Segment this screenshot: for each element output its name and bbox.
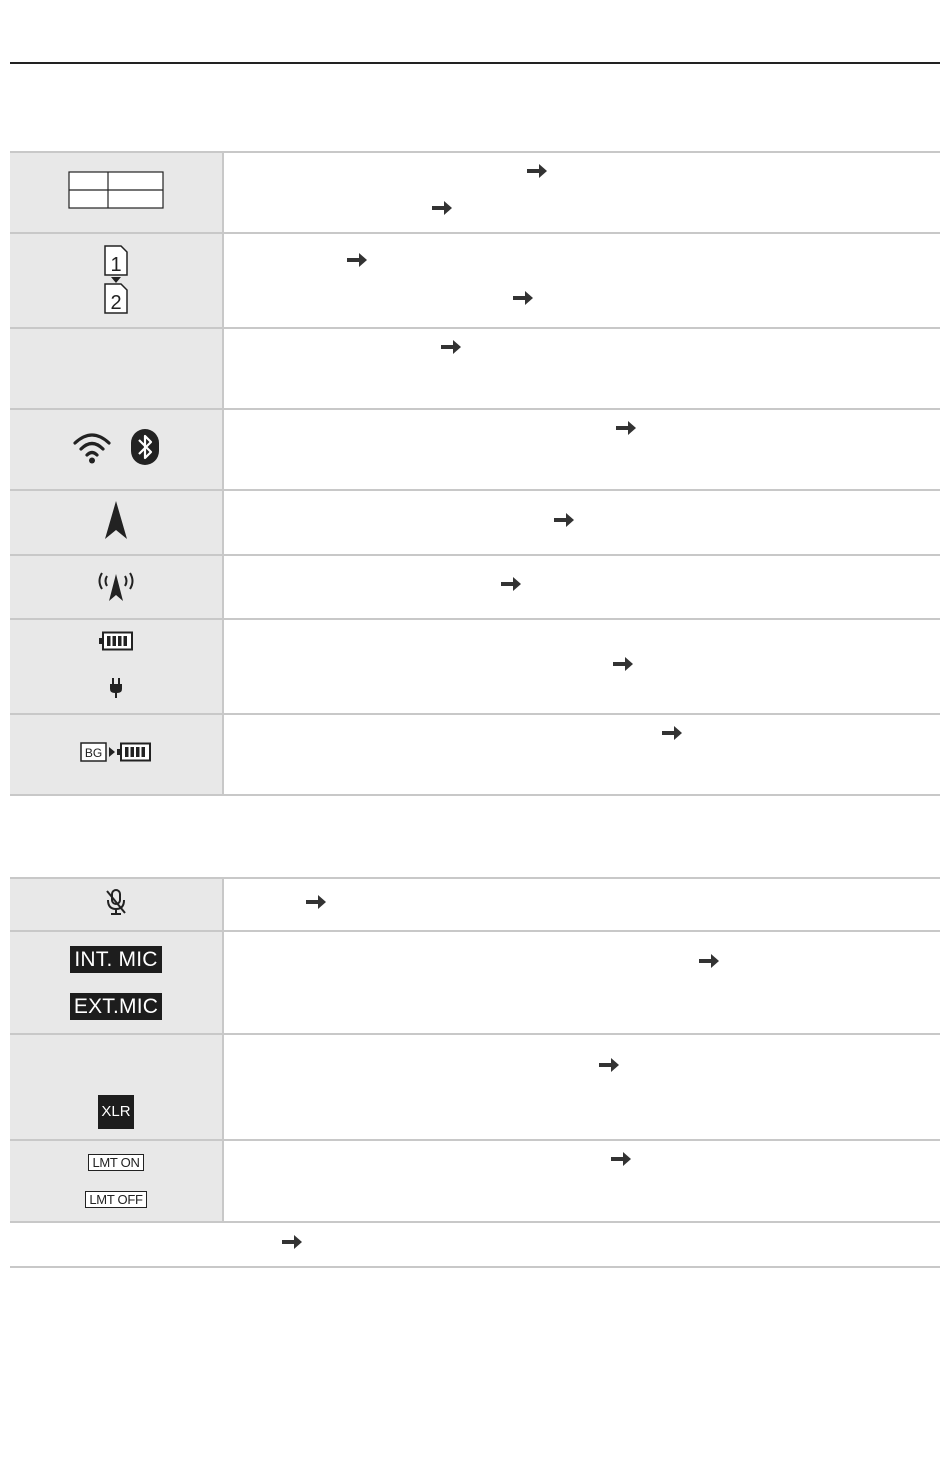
header-rule <box>10 62 940 64</box>
arrow-right-icon[interactable] <box>612 655 634 673</box>
description-cell <box>223 233 940 328</box>
table-row <box>10 152 940 233</box>
footer-note-row <box>10 1223 940 1268</box>
power-plug-icon <box>109 678 123 703</box>
mic-muted-icon <box>105 903 127 920</box>
gps-signal-icon <box>95 589 137 606</box>
description-cell <box>223 619 940 714</box>
table-row <box>10 555 940 619</box>
arrow-right-icon[interactable] <box>661 724 683 742</box>
table-row <box>10 1140 940 1222</box>
icon-group <box>10 946 222 1020</box>
description-cell <box>223 328 940 409</box>
table-row <box>10 490 940 555</box>
arrow-right-icon[interactable] <box>305 893 327 911</box>
icon-cell <box>10 1034 223 1140</box>
icon-cell <box>10 619 223 714</box>
arrow-right-icon[interactable] <box>431 199 453 217</box>
icon-cell <box>10 152 223 233</box>
svg-text:BG: BG <box>84 746 103 760</box>
svg-text:2: 2 <box>110 292 122 314</box>
icon-group <box>10 428 222 471</box>
battery-full-icon <box>98 631 134 656</box>
bluetooth-icon <box>130 428 160 471</box>
description-cell <box>223 1034 940 1140</box>
layout-grid-icon <box>68 196 164 213</box>
ext-mic-badge: EXT.MIC <box>70 993 162 1020</box>
arrow-right-icon[interactable] <box>512 289 534 307</box>
icon-table-section-2 <box>10 877 940 1223</box>
gps-arrow-icon <box>104 527 128 544</box>
table-row <box>10 328 940 409</box>
limiter-on-badge: LMT ON <box>88 1154 143 1171</box>
icon-cell <box>10 490 223 555</box>
arrow-right-icon[interactable] <box>598 1056 620 1074</box>
limiter-off-badge: LMT OFF <box>85 1191 146 1208</box>
wifi-icon <box>72 430 112 469</box>
arrow-right-icon[interactable] <box>500 575 522 593</box>
card-slot-relay-icon <box>101 254 131 318</box>
table-row <box>10 714 940 795</box>
table-row <box>10 931 940 1034</box>
icon-cell <box>10 878 223 931</box>
table-row <box>10 1034 940 1140</box>
icon-cell <box>10 555 223 619</box>
int-mic-badge: INT. MIC <box>70 946 161 973</box>
description-cell <box>223 931 940 1034</box>
description-cell <box>223 555 940 619</box>
table-row <box>10 409 940 490</box>
icon-cell <box>10 931 223 1034</box>
table-row <box>10 619 940 714</box>
icon-cell <box>10 409 223 490</box>
arrow-right-icon[interactable] <box>698 952 720 970</box>
table-row <box>10 878 940 931</box>
description-cell <box>223 1140 940 1222</box>
xlr-badge: XLR <box>98 1095 134 1129</box>
arrow-right-icon[interactable] <box>610 1150 632 1168</box>
icon-cell <box>10 1140 223 1222</box>
arrow-right-icon[interactable] <box>281 1233 303 1251</box>
arrow-right-icon[interactable] <box>440 338 462 356</box>
icon-cell <box>10 233 223 328</box>
arrow-right-icon[interactable] <box>346 251 368 269</box>
description-cell <box>223 152 940 233</box>
icon-group <box>10 1154 222 1208</box>
icon-table-section-1 <box>10 151 940 796</box>
arrow-right-icon[interactable] <box>526 162 548 180</box>
icon-cell <box>10 714 223 795</box>
battery-grip-icon <box>80 746 152 767</box>
description-cell <box>223 714 940 795</box>
description-cell <box>223 490 940 555</box>
icon-group <box>10 631 222 703</box>
svg-text:1: 1 <box>110 254 122 276</box>
arrow-right-icon[interactable] <box>615 419 637 437</box>
arrow-right-icon[interactable] <box>553 511 575 529</box>
table-row <box>10 233 940 328</box>
description-cell <box>223 878 940 931</box>
icon-cell <box>10 328 223 409</box>
description-cell <box>223 409 940 490</box>
